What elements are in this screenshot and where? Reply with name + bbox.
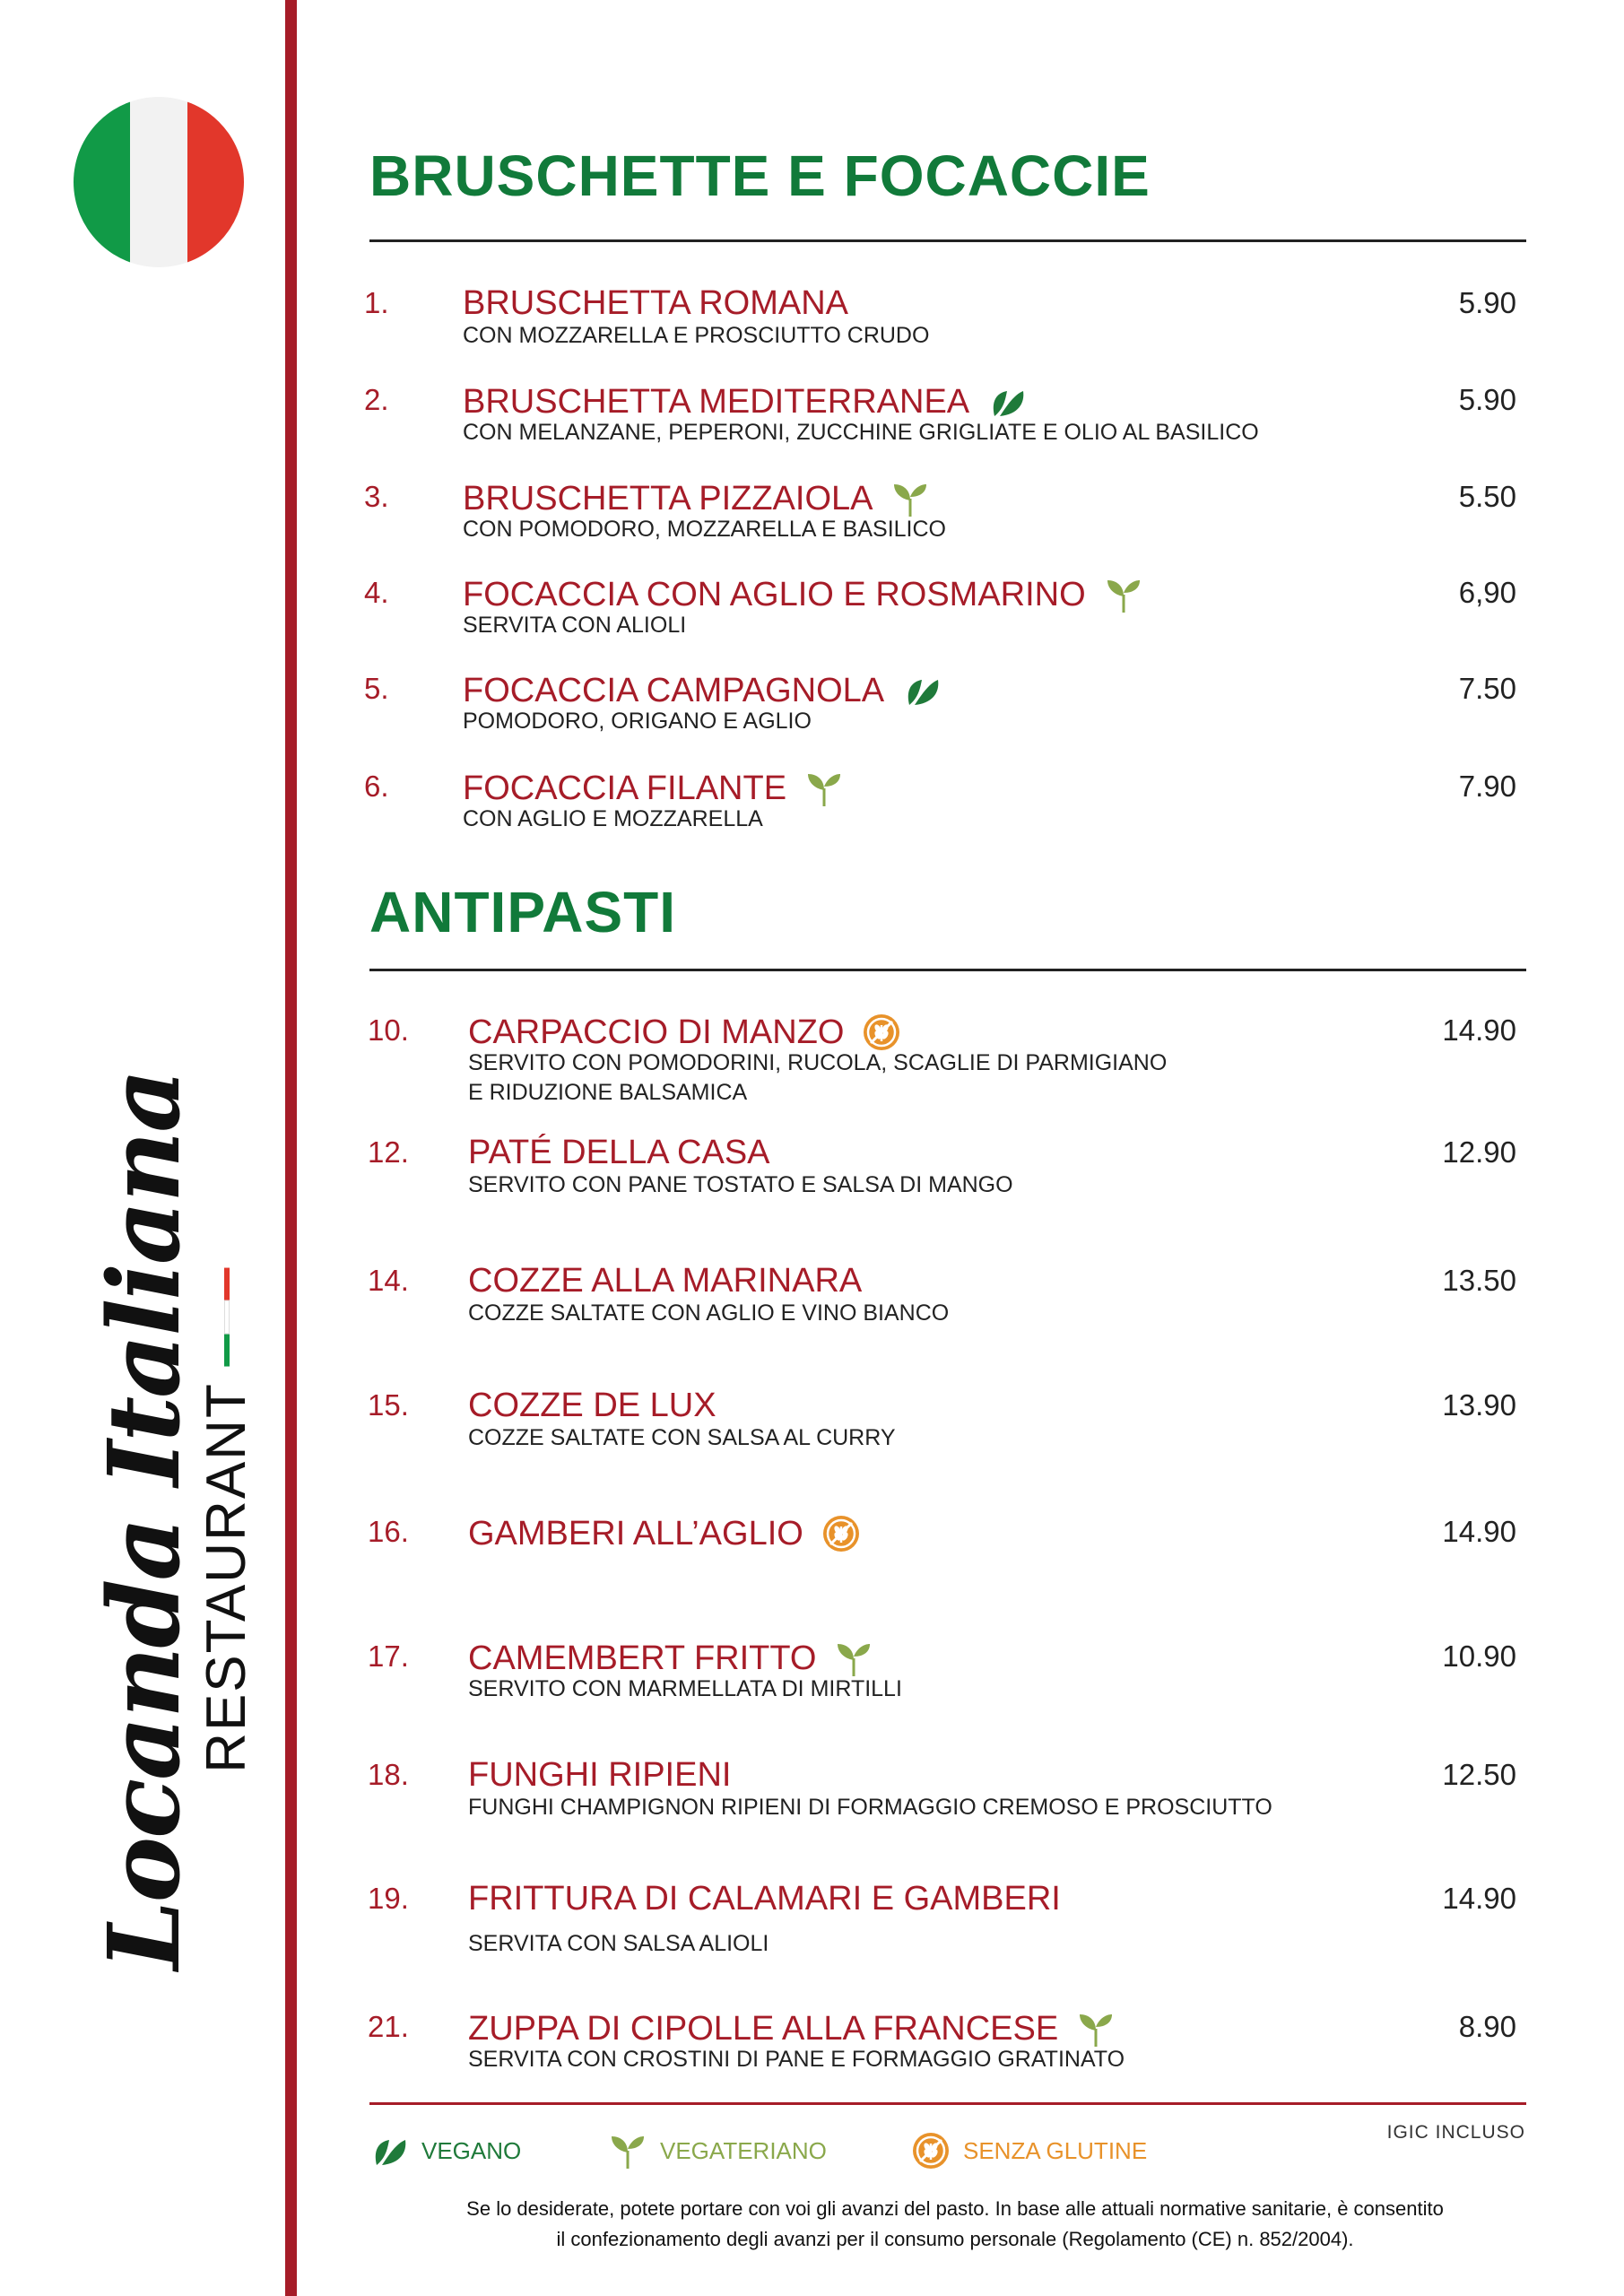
vegan-leaf-icon <box>987 382 1027 422</box>
legend-vegan <box>369 2131 521 2170</box>
menu-item-price: 6,90 <box>1458 576 1516 609</box>
menu-item-name: COZZE DE LUX <box>468 1387 716 1424</box>
menu-item-number: 17. <box>368 1639 409 1673</box>
vegetarian-sprout-icon <box>804 769 844 808</box>
menu-item-description: SERVITO CON MARMELLATA DI MIRTILLI <box>468 1676 902 1701</box>
menu-item-description: CON AGLIO E MOZZARELLA <box>463 806 763 831</box>
menu-item-name: CARPACCIO DI MANZO <box>468 1013 845 1051</box>
menu-item-description: SERVITA CON SALSA ALIOLI <box>468 1931 769 1956</box>
menu-item-name: PATÉ DELLA CASA <box>468 1134 770 1171</box>
menu-item-price: 7.90 <box>1458 770 1516 803</box>
vegetarian-sprout-icon <box>1104 575 1143 614</box>
vegan-leaf-icon <box>902 671 942 710</box>
menu-item-name: BRUSCHETTA PIZZAIOLA <box>463 480 873 517</box>
legend-gluten-free-label: SENZA GLUTINE <box>963 2136 1148 2164</box>
menu-item-number: 16. <box>368 1515 409 1548</box>
menu-item-number: 21. <box>368 2010 409 2043</box>
vegetarian-sprout-icon <box>1076 2009 1116 2048</box>
menu-item-description: FUNGHI CHAMPIGNON RIPIENI DI FORMAGGIO CREMOSO E PROSCIUTTO <box>468 1795 1272 1820</box>
menu-item-description: SERVITA CON CROSTINI DI PANE E FORMAGGIO GRATINATO <box>468 2047 1125 2072</box>
logo-tricolor-line <box>224 1267 230 1366</box>
menu-item-price: 14.90 <box>1442 1515 1516 1548</box>
legend-vegetarian <box>608 2131 827 2170</box>
section-divider <box>369 239 1526 242</box>
menu-item-price: 5.90 <box>1458 383 1516 416</box>
menu-item-price: 14.90 <box>1442 1882 1516 1915</box>
logo-script-name: Locanda Italiana <box>86 1070 202 1970</box>
menu-item-number: 3. <box>364 480 389 513</box>
menu-item-price: 8.90 <box>1458 2010 1516 2043</box>
menu-item-number: 19. <box>368 1882 409 1915</box>
legend-vegetarian-label: VEGATERIANO <box>660 2136 827 2164</box>
menu-item-price: 14.90 <box>1442 1013 1516 1047</box>
menu-item-description: CON MELANZANE, PEPERONI, ZUCCHINE GRIGLIATE E OLIO AL BASILICO <box>463 420 1259 445</box>
menu-item-description: POMODORO, ORIGANO E AGLIO <box>463 709 812 734</box>
vegetarian-sprout-icon <box>608 2131 647 2170</box>
vegan-leaf-icon <box>369 2131 409 2170</box>
italian-flag-icon <box>74 97 244 267</box>
menu-item-number: 10. <box>368 1013 409 1047</box>
menu-item-price: 13.90 <box>1442 1388 1516 1422</box>
menu-item-number: 18. <box>368 1758 409 1791</box>
left-red-bar <box>285 0 297 2296</box>
menu-item-description: CON MOZZARELLA E PROSCIUTTO CRUDO <box>463 323 930 348</box>
menu-item-number: 1. <box>364 286 389 319</box>
menu-item-number: 12. <box>368 1135 409 1169</box>
menu-item-price: 13.50 <box>1442 1264 1516 1297</box>
menu-item-description: SERVITO CON POMODORINI, RUCOLA, SCAGLIE DI PARMIGIANO <box>468 1050 1168 1075</box>
gluten-free-icon <box>862 1013 901 1052</box>
menu-item-description-line-2: E RIDUZIONE BALSAMICA <box>468 1080 748 1105</box>
leftovers-note-line-1: Se lo desiderate, potete portare con voi gli avanzi del pasto. In base alle attuali normative sanitarie, è consentito <box>466 2197 1444 2220</box>
menu-item-name: GAMBERI ALL’AGLIO <box>468 1515 803 1552</box>
menu-item-name: FRITTURA DI CALAMARI E GAMBERI <box>468 1880 1061 1918</box>
menu-item-name: COZZE ALLA MARINARA <box>468 1262 863 1300</box>
menu-item-price: 12.90 <box>1442 1135 1516 1169</box>
footer-divider <box>369 2102 1526 2105</box>
menu-item-price: 5.90 <box>1458 286 1516 319</box>
leftovers-note-line-2: il confezionamento degli avanzi per il consumo personale (Regolamento (CE) n. 852/2004). <box>556 2228 1354 2250</box>
menu-item-number: 5. <box>364 672 389 705</box>
menu-item-name: CAMEMBERT FRITTO <box>468 1639 817 1677</box>
tax-included-note: IGIC INCLUSO <box>1386 2122 1525 2143</box>
menu-item-number: 2. <box>364 383 389 416</box>
menu-item-number: 6. <box>364 770 389 803</box>
menu-item-name: FUNGHI RIPIENI <box>468 1756 732 1794</box>
menu-item-description: COZZE SALTATE CON SALSA AL CURRY <box>468 1425 896 1450</box>
menu-item-price: 5.50 <box>1458 480 1516 513</box>
menu-item-number: 4. <box>364 576 389 609</box>
menu-item-number: 15. <box>368 1388 409 1422</box>
menu-item-description: COZZE SALTATE CON AGLIO E VINO BIANCO <box>468 1300 950 1326</box>
menu-item-number: 14. <box>368 1264 409 1297</box>
legend-gluten-free <box>911 2131 1147 2170</box>
menu-item-name: BRUSCHETTA ROMANA <box>463 284 849 322</box>
menu-item-price: 7.50 <box>1458 672 1516 705</box>
menu-item-name: FOCACCIA FILANTE <box>463 770 787 807</box>
menu-item-name: FOCACCIA CON AGLIO E ROSMARINO <box>463 576 1086 613</box>
section-title-bruschette: BRUSCHETTE E FOCACCIE <box>369 144 1151 208</box>
vegetarian-sprout-icon <box>890 479 930 518</box>
leftovers-note <box>377 2194 1533 2255</box>
menu-item-description: SERVITO CON PANE TOSTATO E SALSA DI MANGO <box>468 1172 1013 1197</box>
menu-item-description: SERVITA CON ALIOLI <box>463 613 687 638</box>
gluten-free-icon <box>821 1514 861 1553</box>
menu-item-price: 10.90 <box>1442 1639 1516 1673</box>
section-divider <box>369 969 1526 971</box>
vegetarian-sprout-icon <box>834 1639 873 1678</box>
legend-vegan-label: VEGANO <box>421 2136 522 2164</box>
menu-item-description: CON POMODORO, MOZZARELLA E BASILICO <box>463 517 946 542</box>
menu-item-name: FOCACCIA CAMPAGNOLA <box>463 672 885 709</box>
gluten-free-icon <box>911 2131 951 2170</box>
section-title-antipasti: ANTIPASTI <box>369 880 677 944</box>
menu-item-price: 12.50 <box>1442 1758 1516 1791</box>
menu-item-name: ZUPPA DI CIPOLLE ALLA FRANCESE <box>468 2010 1059 2048</box>
menu-item-name: BRUSCHETTA MEDITERRANEA <box>463 383 970 421</box>
logo-subtitle: RESTAURANT <box>195 1382 257 1773</box>
